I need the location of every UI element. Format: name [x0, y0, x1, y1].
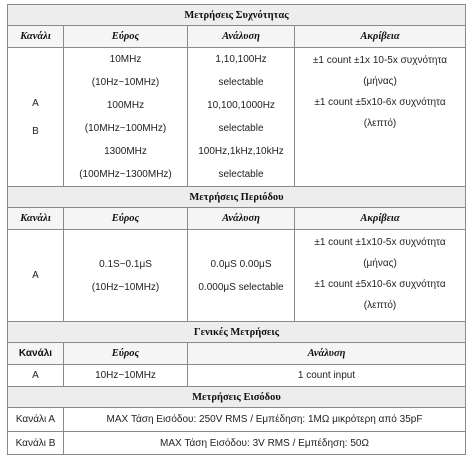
frequency-accuracy-line: ±1 count ±5x10-6x συχνότητα — [314, 97, 446, 108]
period-range-line: (10Hz~10MHz) — [91, 281, 160, 293]
general-channel: A — [8, 365, 64, 387]
period-accuracy-line: (μήνας) — [363, 258, 397, 269]
input-channel-b-spec: MAX Τάση Εισόδου: 3V RMS / Εμπέδηση: 50Ω — [64, 432, 466, 455]
period-range-line: 0.1S~0.1μS — [99, 258, 152, 270]
frequency-resolution-line: selectable — [218, 169, 264, 180]
frequency-accuracy-line: ±1 count ±1x 10-5x συχνότητα — [312, 55, 448, 66]
period-accuracy-line: (λεπτό) — [363, 300, 397, 311]
frequency-accuracy-cell — [295, 48, 466, 187]
frequency-range-line: 1300MHz — [104, 146, 147, 157]
spec-sheet — [7, 4, 465, 455]
frequency-range-line: (100MHz~1300MHz) — [79, 169, 172, 180]
frequency-channel-a: A — [32, 97, 39, 109]
frequency-accuracy-line: (λεπτό) — [363, 118, 397, 129]
period-channel: A — [8, 230, 64, 322]
period-resolution-line: 0.0μS 0.00μS — [210, 258, 272, 270]
general-header-range: Εύρος — [64, 343, 188, 365]
period-accuracy-line: ±1 count ±1x10-5x συχνότητα — [314, 237, 446, 248]
period-header-channel: Κανάλι — [8, 208, 64, 230]
general-section-title: Γενικές Μετρήσεις — [8, 322, 466, 343]
frequency-resolution-line: 1,10,100Hz — [215, 54, 267, 65]
frequency-resolution-line: 10,100,1000Hz — [207, 100, 275, 111]
general-header-channel: Κανάλι — [8, 343, 64, 365]
frequency-channels-cell — [8, 48, 64, 187]
specifications-table — [7, 4, 466, 455]
frequency-range-line: 100MHz — [106, 100, 145, 111]
frequency-resolution-line: selectable — [218, 123, 264, 134]
input-section-title: Μετρήσεις Εισόδου — [8, 387, 466, 408]
frequency-header-resolution: Ανάλυση — [188, 26, 295, 48]
input-channel-a: Κανάλι Α — [8, 408, 64, 432]
period-header-range: Εύρος — [64, 208, 188, 230]
frequency-resolution-line: 100Hz,1kHz,10kHz — [198, 146, 284, 157]
period-accuracy-cell — [295, 230, 466, 322]
frequency-range-line: 10MHz — [109, 54, 142, 65]
period-range-cell — [64, 230, 188, 322]
period-accuracy-line: ±1 count ±5x10-6x συχνότητα — [314, 279, 446, 290]
frequency-range-line: (10MHz~100MHz) — [84, 123, 167, 134]
frequency-header-range: Εύρος — [64, 26, 188, 48]
frequency-resolution-line: selectable — [218, 77, 264, 88]
general-header-resolution: Ανάλυση — [188, 343, 466, 365]
input-channel-b: Κανάλι Β — [8, 432, 64, 455]
frequency-channel-b: B — [32, 125, 39, 137]
frequency-section-title: Μετρήσεις Συχνότητας — [8, 5, 466, 26]
frequency-header-accuracy: Ακρίβεια — [295, 26, 466, 48]
frequency-header-channel: Κανάλι — [8, 26, 64, 48]
frequency-range-cell — [64, 48, 188, 187]
period-header-resolution: Ανάλυση — [188, 208, 295, 230]
period-section-title: Μετρήσεις Περιόδου — [8, 187, 466, 208]
period-resolution-cell — [188, 230, 295, 322]
period-resolution-line: 0.000μS selectable — [198, 281, 284, 293]
general-resolution: 1 count input — [188, 365, 466, 387]
frequency-range-line: (10Hz~10MHz) — [91, 77, 160, 88]
input-channel-a-spec: MAX Τάση Εισόδου: 250V RMS / Εμπέδηση: 1MΩ μικρότερη από 35pF — [64, 408, 466, 432]
frequency-resolution-cell — [188, 48, 295, 187]
frequency-accuracy-line: (μήνας) — [363, 76, 397, 87]
period-header-accuracy: Ακρίβεια — [295, 208, 466, 230]
general-range: 10Hz~10MHz — [64, 365, 188, 387]
